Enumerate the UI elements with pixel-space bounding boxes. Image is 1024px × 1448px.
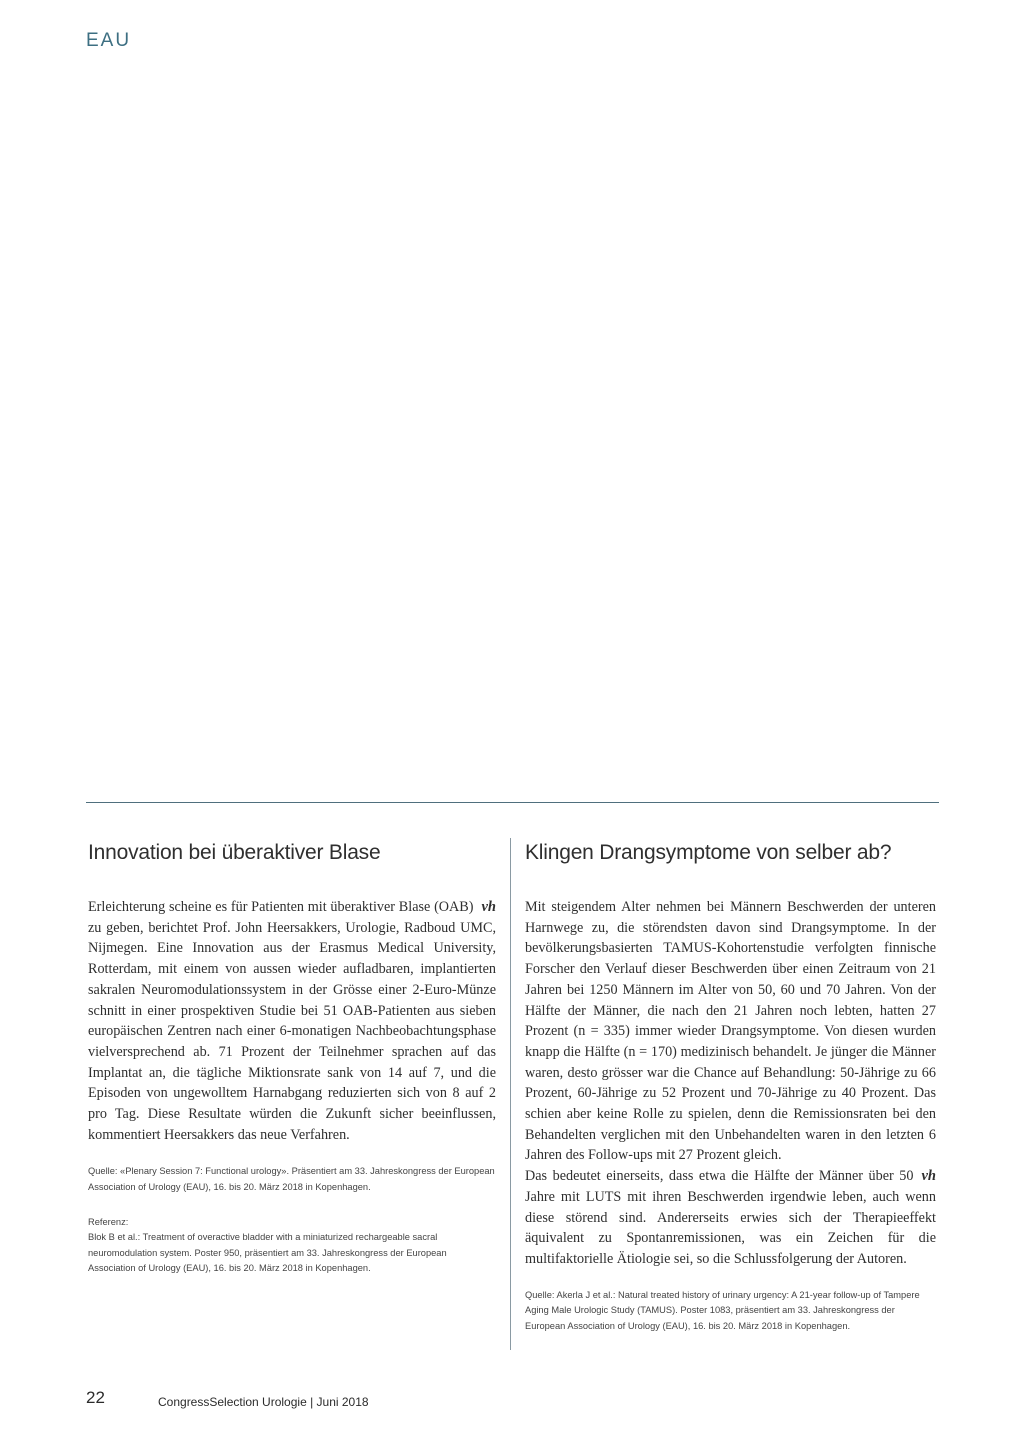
article-right-source: Quelle: Akerla J et al.: Natural treated history of urinary urgency: A 21-year follow-up of Tampere Aging Male Urologic Study (TAMUS). Poster 1083, präsentiert am 33. Jahreskongress der European Association of Urology (EAU), 16. bis 20. März 2018 in Kopenhagen. <box>525 1289 920 1331</box>
column-divider <box>510 838 511 1350</box>
article-left <box>88 838 496 1277</box>
reference-label: Referenz: <box>88 1216 129 1227</box>
article-right-headline: Klingen Drangsymptome von selber ab? <box>525 841 892 864</box>
article-left-author: vh <box>481 899 496 915</box>
article-left-body-text: Erleichterung scheine es für Patienten mit überaktiver Blase (OAB) zu geben, berichtet Prof. John Heersakkers, Urologie, Radboud UMC, Nijmegen. Eine Innovation aus der Erasmus Medical University, Rotterdam, mit einem von aussen wieder aufladbaren, implantierten sakralen Neuromodulationssystem in der Grösse einer 2-Euro-Münze schnitt in einer prospektiven Studie bei 51 OAB-Patienten aus sieben europäischen Zentren nach einer 6-monatigen Nachbeobachtungsphase vielversprechend ab. 71 Prozent der Teilnehmer sprachen auf das Implantat an, die tägliche Miktionsrate sank von 14 auf 7, und die Episoden von ungewolltem Harnabgang reduzierten sich von 8 auf 2 pro Tag. Diese Resultate würden die Zukunft sicher beeinflussen, kommentiert Heersakkers das neue Verfahren. <box>88 899 496 1143</box>
article-right-body2-text: Das bedeutet einerseits, dass etwa die Hälfte der Männer über 50 Jahre mit LUTS mit ihren Beschwerden irgendwie leben, auch wenn diese störend sind. Andererseits erwies sich der Therapieeffekt äquivalent zu Spontanremissionen, was ein Zeichen für die multifaktorielle Ätiologie sei, so die Schlussfolgerung der Autoren. <box>525 1168 936 1267</box>
article-right-author: vh <box>921 1168 936 1185</box>
article-right-body-paragraph-1: Mit steigendem Alter nehmen bei Männern Beschwerden der unteren Harnwege zu, die störendsten davon sind Drangsymptome. In der bevölkerungsbasierten TAMUS-Kohortenstudie verfolgten finnische Forscher den Verlauf dieser Beschwerden über einen Zeitraum von 21 Jahren bei 1250 Männern im Alter von 50, 60 und 70 Jahren. Von der Hälfte der Männer, die nach den 21 Jahren noch lebten, hatten 27 Prozent (n = 335) immer wieder Drangsymptome. Von diesen wurden knapp die Hälfte (n = 170) medizinisch behandelt. Je jünger die Männer waren, desto grösser war die Chance auf Behandlung: 50-Jährige zu 66 Prozent, 60-Jährige zu 52 Prozent und 70-Jährige zu 40 Prozent. Das schien aber keine Rolle zu spielen, denn die Remissionsraten bei den Behandelten verglichen mit den Unbehandelten waren in den letzten 6 Jahren des Follow-ups mit 27 Prozent gleich. <box>525 899 936 1164</box>
article-right <box>525 838 936 1334</box>
publication-name: CongressSelection Urologie | Juni 2018 <box>158 1395 369 1409</box>
page-number: 22 <box>86 1388 105 1407</box>
article-right-body-paragraph-2 <box>525 1166 936 1270</box>
top-rule <box>86 802 939 803</box>
reference-text: Blok B et al.: Treatment of overactive bladder with a miniaturized rechargeable sacral neuromodulation system. Poster 950, präsentiert am 33. Jahreskongress der European Association of Urology (EAU), 16. bis 20. März 2018 in Kopenhagen. <box>88 1232 447 1274</box>
article-left-headline: Innovation bei überaktiver Blase <box>88 841 381 864</box>
article-left-source: Quelle: «Plenary Session 7: Functional urology». Präsentiert am 33. Jahreskongress der European Association of Urology (EAU), 16. bis 20. März 2018 in Kopenhagen. <box>88 1166 495 1193</box>
article-left-reference-block <box>88 1215 496 1277</box>
article-left-body <box>88 897 496 1145</box>
section-label: EAU <box>86 30 132 51</box>
